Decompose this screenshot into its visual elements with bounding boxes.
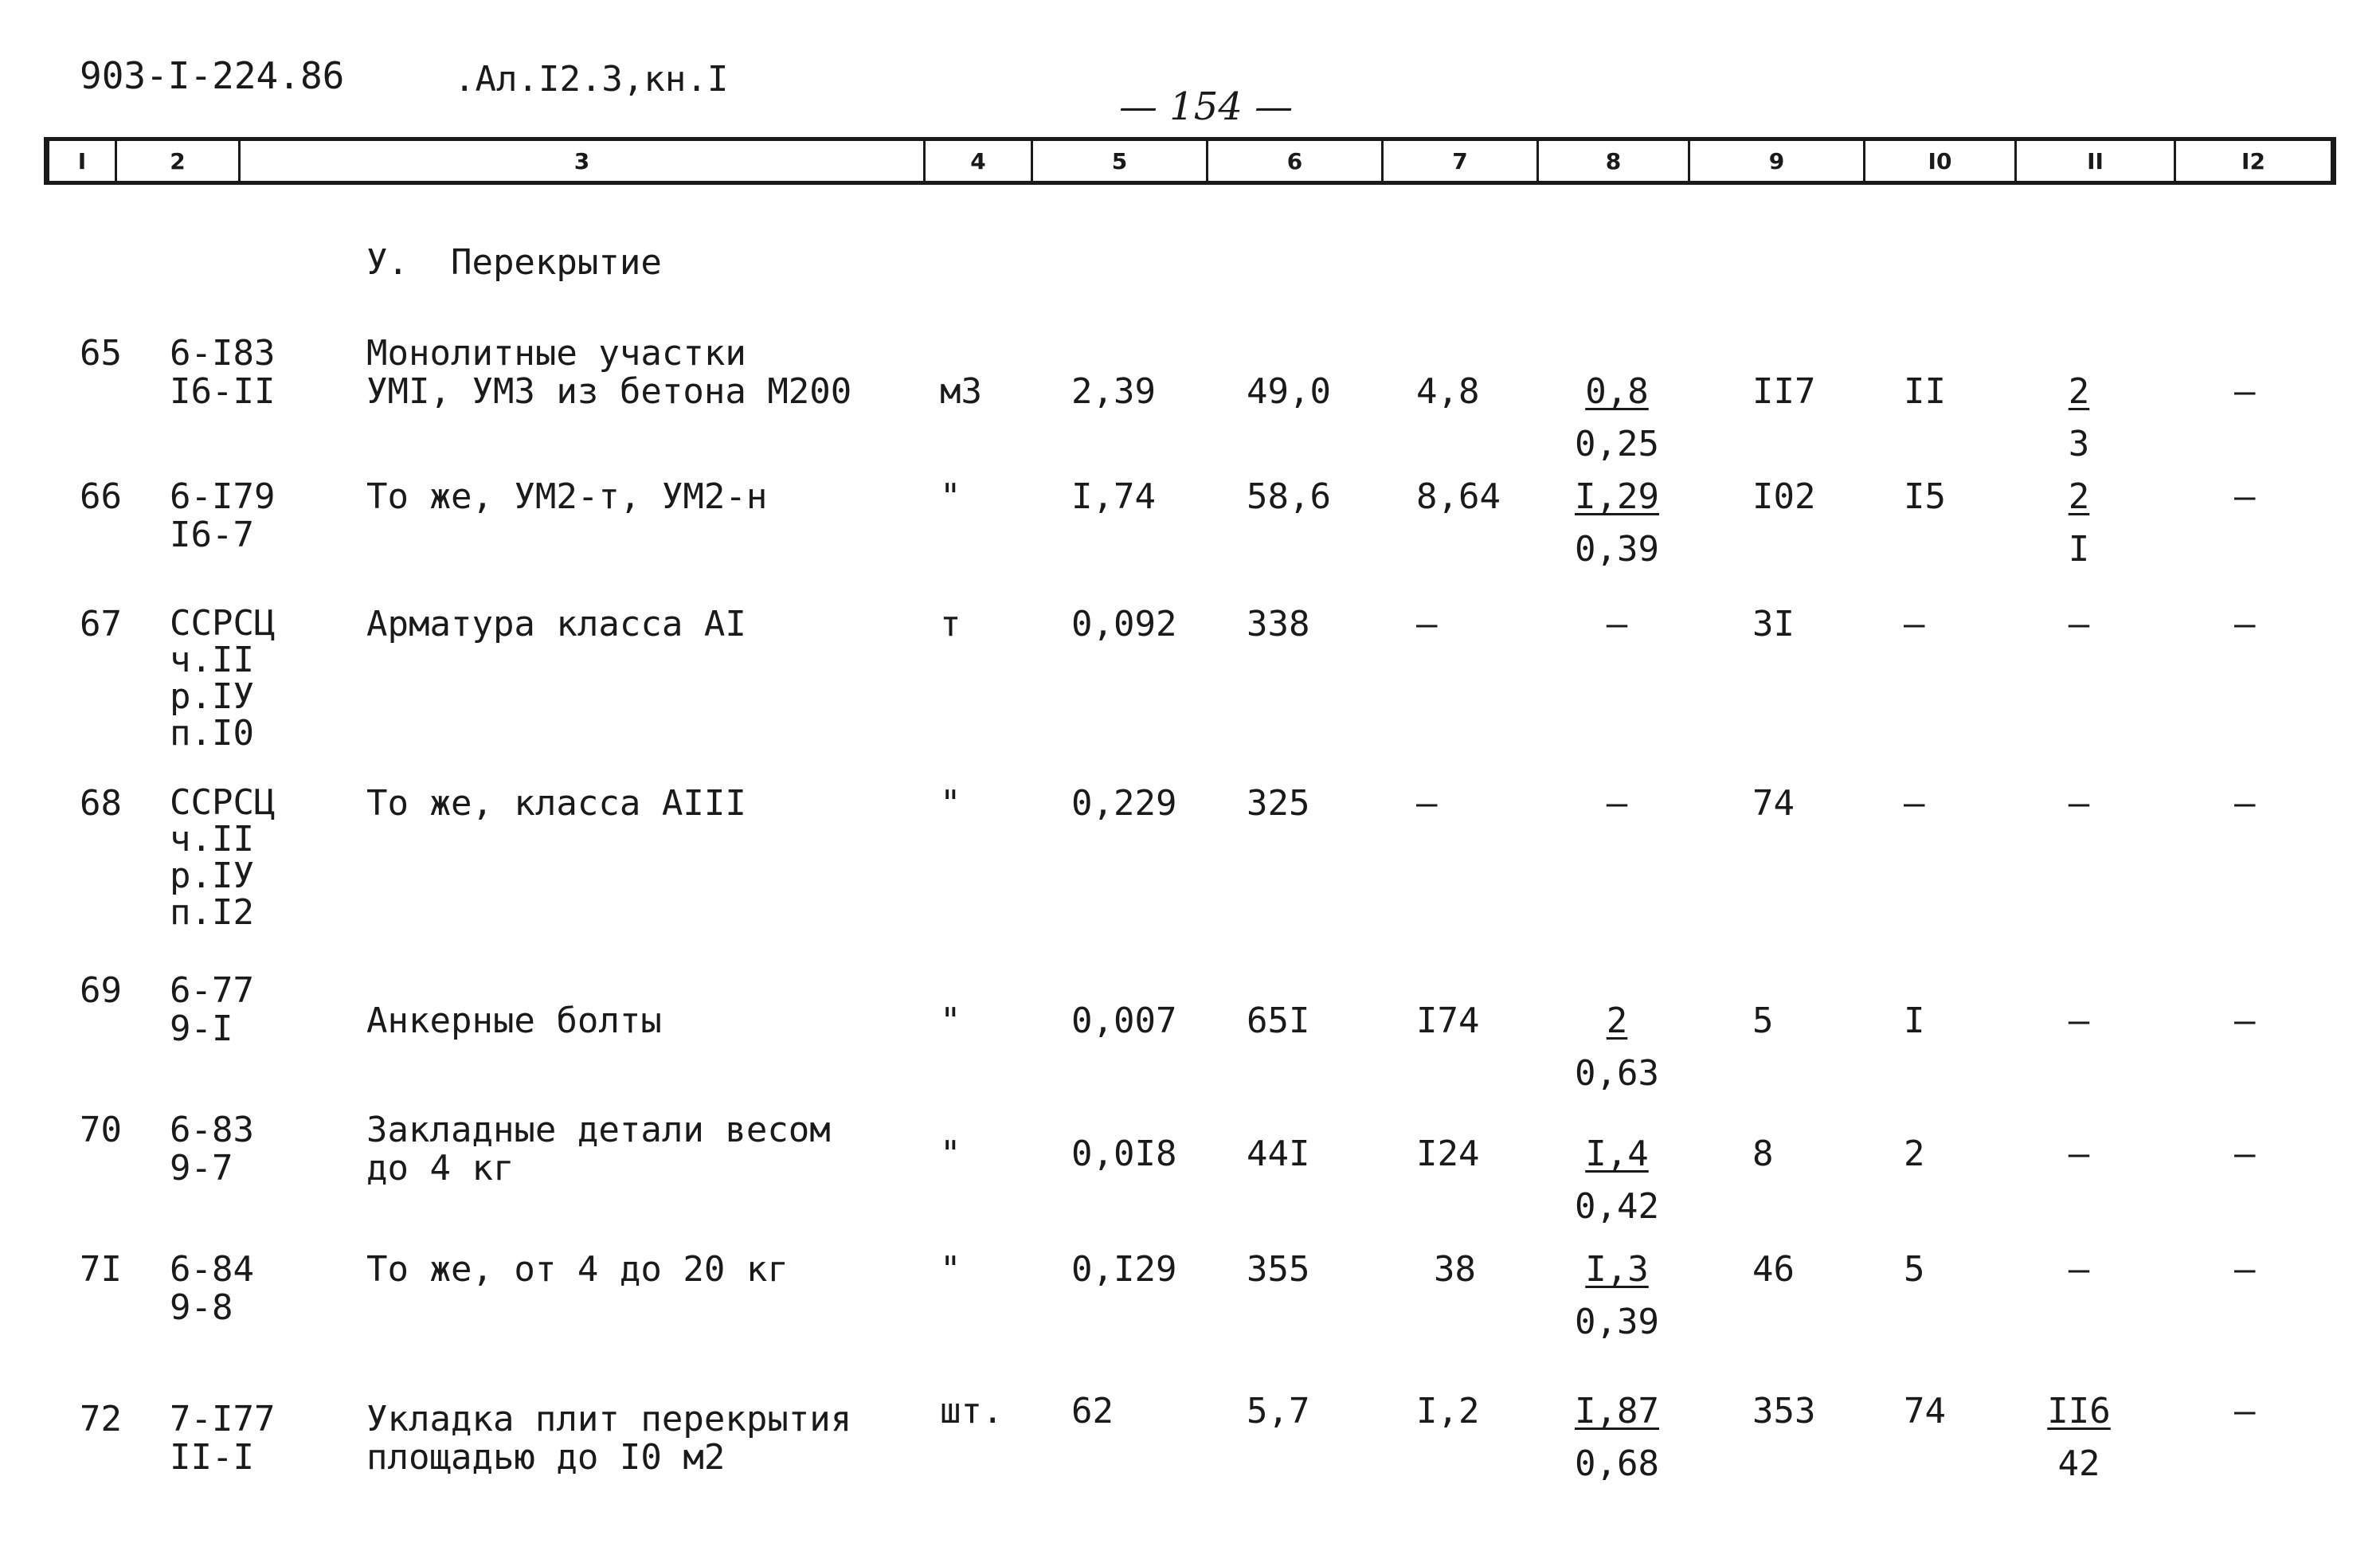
column-header: 6: [1208, 141, 1384, 181]
total-machine: $\frac{2}{3}$: [2068, 371, 2090, 464]
rate-code: 6-84 9-8: [170, 1249, 254, 1328]
total-machine: $\frac{II6}{42}$: [2047, 1391, 2111, 1484]
unit-cost: 44I: [1247, 1134, 1310, 1174]
row-number: 68: [80, 783, 122, 824]
row-number: 65: [80, 333, 122, 374]
page-number: — 154 —: [1119, 84, 1294, 129]
wage-cost: 4,8: [1416, 371, 1480, 412]
column-12-value: –: [2234, 476, 2256, 517]
column-header: I2: [2241, 147, 2265, 174]
unit-cost: 49,0: [1247, 371, 1331, 412]
quantity: I,74: [1071, 476, 1156, 517]
total-cost: II7: [1752, 371, 1816, 412]
quantity: 0,229: [1071, 783, 1177, 824]
wage-cost: 38: [1434, 1249, 1476, 1290]
column-12-value: –: [2234, 1001, 2256, 1041]
machine-cost: $\frac{I,87}{0,68}$: [1575, 1391, 1659, 1484]
wage-cost: I24: [1416, 1134, 1480, 1174]
total-cost: 74: [1752, 783, 1795, 824]
quantity: 62: [1071, 1391, 1114, 1431]
column-12-value: –: [2234, 1134, 2256, 1174]
unit-cost: 65I: [1247, 1001, 1310, 1041]
quantity: 0,0I8: [1071, 1134, 1177, 1174]
document-code: 903-I-224.86: [80, 54, 345, 97]
rate-code: ССРСЦ ч.II р.IУ п.I0: [170, 603, 276, 754]
wage-cost: –: [1416, 604, 1438, 644]
total-cost: 5: [1752, 1001, 1774, 1041]
work-description: То же, УМ2-т, УМ2-н: [366, 476, 768, 517]
unit-cost: 5,7: [1247, 1391, 1310, 1431]
unit: ": [940, 1134, 961, 1174]
machine-cost: –: [1606, 604, 1628, 644]
rate-code: 6-I79 I6-7: [170, 476, 276, 555]
rate-code: 6-I83 I6-II: [170, 333, 276, 412]
machine-cost: $\frac{I,4}{0,42}$: [1575, 1134, 1659, 1227]
total-wage: I5: [1904, 476, 1946, 517]
column-number-bar: [44, 137, 2336, 185]
total-machine: –: [2068, 1134, 2090, 1174]
unit-cost: 58,6: [1247, 476, 1331, 517]
wage-cost: I74: [1416, 1001, 1480, 1041]
unit: м3: [940, 371, 982, 412]
row-number: 66: [80, 476, 122, 517]
rate-code: 6-77 9-I: [170, 970, 254, 1049]
column-12-value: –: [2234, 783, 2256, 824]
work-description: Укладка плит перекрытия площадью до I0 м2: [366, 1399, 852, 1478]
total-cost: I02: [1752, 476, 1816, 517]
wage-cost: –: [1416, 783, 1438, 824]
quantity: 0,092: [1071, 604, 1177, 644]
rate-code: ССРСЦ ч.II р.IУ п.I2: [170, 782, 276, 933]
work-description: Монолитные участки УМI, УМ3 из бетона М200: [366, 333, 852, 412]
section-title: У. Перекрытие: [366, 242, 662, 283]
column-12-value: –: [2234, 604, 2256, 644]
total-cost: 353: [1752, 1391, 1816, 1431]
column-header: 4: [926, 141, 1033, 181]
machine-cost: $\frac{0,8}{0,25}$: [1575, 371, 1659, 464]
row-number: 67: [80, 604, 122, 644]
quantity: 0,007: [1071, 1001, 1177, 1041]
column-header: I: [49, 141, 117, 181]
work-description: Анкерные болты: [366, 1001, 662, 1041]
unit-cost: 355: [1247, 1249, 1310, 1290]
total-machine: $\frac{2}{I}$: [2068, 476, 2090, 570]
column-header: 9: [1690, 141, 1865, 181]
column-12-value: –: [2234, 1391, 2256, 1431]
total-wage: 5: [1904, 1249, 1925, 1290]
unit-cost: 338: [1247, 604, 1310, 644]
unit: ": [940, 476, 961, 517]
album-reference: .Ал.I2.3,кн.I: [454, 59, 729, 100]
row-number: 69: [80, 970, 122, 1011]
unit: ": [940, 1001, 961, 1041]
machine-cost: $\frac{I,3}{0,39}$: [1575, 1249, 1659, 1342]
total-machine: –: [2068, 1001, 2090, 1041]
total-cost: 46: [1752, 1249, 1795, 1290]
quantity: 2,39: [1071, 371, 1156, 412]
machine-cost: $\frac{I,29}{0,39}$: [1575, 476, 1659, 570]
unit: ": [940, 1249, 961, 1290]
total-wage: 2: [1904, 1134, 1925, 1174]
machine-cost: $\frac{2}{0,63}$: [1575, 1001, 1659, 1094]
column-12-value: –: [2234, 371, 2256, 412]
work-description: То же, от 4 до 20 кг: [366, 1249, 789, 1290]
unit: шт.: [940, 1391, 1004, 1431]
total-wage: –: [1904, 604, 1925, 644]
total-cost: 3I: [1752, 604, 1795, 644]
row-number: 70: [80, 1110, 122, 1150]
rate-code: 6-83 9-7: [170, 1110, 254, 1189]
unit: ": [940, 783, 961, 824]
column-header: 5: [1033, 141, 1208, 181]
total-wage: I: [1904, 1001, 1925, 1041]
column-header: 7: [1384, 141, 1539, 181]
work-description: Арматура класса АI: [366, 604, 746, 644]
total-machine: –: [2068, 604, 2090, 644]
column-header: 3: [241, 141, 926, 181]
column-header: 8: [1539, 141, 1690, 181]
row-number: 72: [80, 1399, 122, 1439]
wage-cost: I,2: [1416, 1391, 1480, 1431]
total-cost: 8: [1752, 1134, 1774, 1174]
column-header: 2: [117, 141, 241, 181]
total-wage: 74: [1904, 1391, 1946, 1431]
column-header: II: [2017, 141, 2176, 181]
total-machine: –: [2068, 783, 2090, 824]
wage-cost: 8,64: [1416, 476, 1501, 517]
unit-cost: 325: [1247, 783, 1310, 824]
rate-code: 7-I77 II-I: [170, 1399, 276, 1478]
work-description: Закладные детали весом до 4 кг: [366, 1110, 831, 1189]
unit: т: [940, 604, 961, 644]
row-number: 7I: [80, 1249, 122, 1290]
machine-cost: –: [1606, 783, 1628, 824]
total-machine: –: [2068, 1249, 2090, 1290]
total-wage: II: [1904, 371, 1946, 412]
column-12-value: –: [2234, 1249, 2256, 1290]
column-header: I0: [1865, 141, 2017, 181]
total-wage: –: [1904, 783, 1925, 824]
work-description: То же, класса АIII: [366, 783, 746, 824]
quantity: 0,I29: [1071, 1249, 1177, 1290]
